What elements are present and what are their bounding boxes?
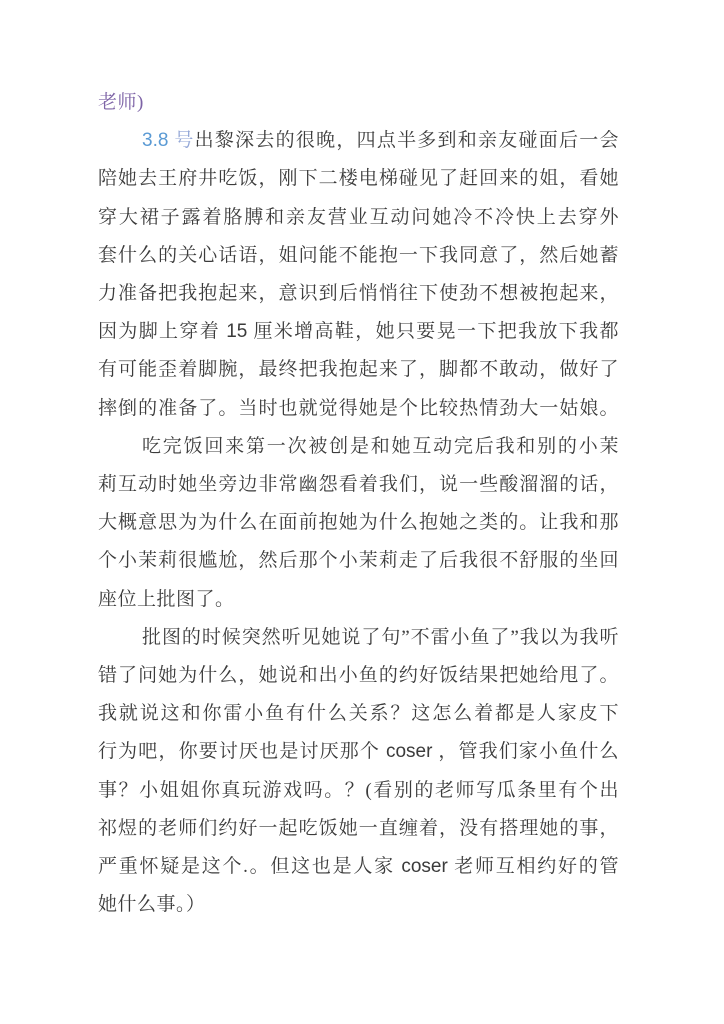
latin-text-segment: coser bbox=[401, 856, 448, 878]
text-line bbox=[98, 886, 619, 924]
text-segment: 莉互动时她坐旁边非常幽怨看着我们，说一些酸溜溜的话， bbox=[98, 474, 619, 496]
text-segment: 有可能歪着脚腕，最终把我抱起来了，脚都不敢动，做好了 bbox=[98, 359, 619, 381]
text-segment: 事？小姐姐你真玩游戏吗。？(看别的老师写瓜条里有个出 bbox=[98, 779, 619, 801]
text-segment: 座位上批图了。 bbox=[98, 588, 235, 610]
text-line bbox=[98, 160, 619, 198]
text-line bbox=[98, 542, 619, 580]
text-line bbox=[98, 810, 619, 848]
latin-text-segment: coser bbox=[385, 741, 433, 763]
text-line bbox=[98, 199, 619, 237]
text-segment: 行为吧，你要讨厌也是讨厌那个 bbox=[98, 741, 386, 763]
text-segment: 吃完饭回来第一次被创是和她互动完后我和别的小茉 bbox=[142, 435, 619, 457]
text-segment: 套什么的关心话语，姐问能不能抱一下我同意了，然后她蓄 bbox=[98, 244, 619, 266]
text-segment: 因为脚上穿着 bbox=[98, 321, 227, 343]
text-line bbox=[98, 657, 619, 695]
blue-text-segment: 3.8 bbox=[142, 130, 169, 152]
text-segment: 祁煜的老师们约好一起吃饭她一直缠着，没有搭理她的事， bbox=[98, 817, 619, 839]
text-segment: 力准备把我抱起来，意识到后悄悄往下使劲不想被抱起来， bbox=[98, 283, 619, 305]
text-line bbox=[98, 428, 619, 466]
text-segment: 厘米增高鞋，她只要晃一下把我放下我都 bbox=[247, 321, 619, 343]
text-segment: 穿大裙子露着胳膊和亲友营业互动问她冷不冷快上去穿外 bbox=[98, 206, 619, 228]
text-segment: 批图的时候突然听见她说了句”不雷小鱼了”我以为我听 bbox=[142, 626, 619, 648]
text-line bbox=[98, 772, 619, 810]
text-segment: 老师互相约好的管 bbox=[447, 856, 619, 878]
text-line bbox=[98, 466, 619, 504]
text-line bbox=[98, 581, 619, 619]
text-line bbox=[98, 695, 619, 733]
text-segment: 错了问她为什么，她说和出小鱼的约好饭结果把她给甩了。 bbox=[98, 665, 619, 687]
text-line bbox=[98, 390, 619, 428]
light-blue-text-segment: 号 bbox=[168, 130, 195, 152]
text-line bbox=[98, 504, 619, 542]
text-segment: 大概意思为为什么在面前抱她为什么抱她之类的。让我和那 bbox=[98, 512, 619, 534]
text-line bbox=[98, 733, 619, 771]
text-line bbox=[98, 237, 619, 275]
latin-text-segment: 15 bbox=[226, 321, 248, 343]
text-line bbox=[98, 313, 619, 351]
text-line bbox=[98, 619, 619, 657]
text-segment: 出黎深去的很晚，四点半多到和亲友碰面后一会 bbox=[194, 130, 619, 152]
text-segment: 我就说这和你雷小鱼有什么关系？这怎么着都是人家皮下 bbox=[98, 703, 619, 725]
text-segment: 摔倒的准备了。当时也就觉得她是个比较热情劲大一姑娘。 bbox=[98, 397, 619, 419]
text-segment: 她什么事。） bbox=[98, 894, 206, 916]
text-segment: ，管我们家小鱼什么 bbox=[432, 741, 619, 763]
text-segment: 严重怀疑是这个.。但这也是人家 bbox=[98, 856, 402, 878]
text-line bbox=[98, 848, 619, 886]
purple-text-segment: 老师) bbox=[98, 92, 144, 113]
text-segment: 陪她去王府井吃饭，刚下二楼电梯碰见了赶回来的姐，看她 bbox=[98, 168, 619, 190]
text-line bbox=[98, 122, 619, 160]
text-line bbox=[98, 351, 619, 389]
text-line bbox=[98, 275, 619, 313]
text-segment: 个小茉莉很尴尬，然后那个小茉莉走了后我很不舒服的坐回 bbox=[98, 550, 619, 572]
document-text bbox=[98, 84, 619, 924]
text-line bbox=[98, 84, 619, 122]
